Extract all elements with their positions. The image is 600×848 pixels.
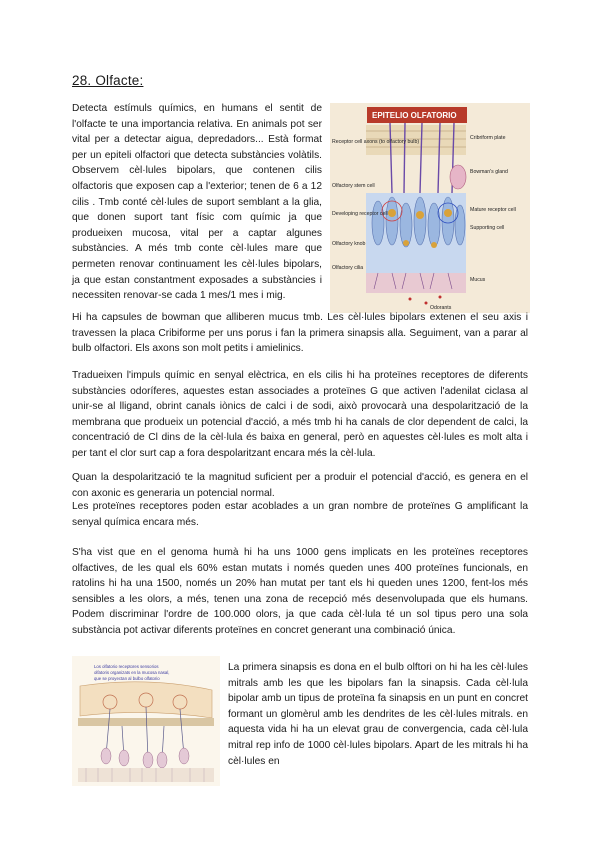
fig1-label-knob: Olfactory knob xyxy=(332,241,366,247)
fig1-label-odorants: Odorants xyxy=(430,305,452,311)
figure1-header: EPITELIO OLFATORIO xyxy=(372,111,457,120)
paragraph-intro: Detecta estímuls químics, en humans el sentit de l'olfacte te una importancia relativa. En animals pot ser vital per a detectar aigua, depredadors... Està format per un epiteli olfactori que detecta substàncies volàtils. Observem cèl·lules bipolars, que contenen cilis olfactoris que exposen cap a l'exterior; tenen de 6 a 12 cilis . Tmb conté cèl·lules de suport semblant a la glia, que donen suport tant físic com químic ja que produeixen mucosa, vital per a captar algunes substàncies. A més tmb conte cèl·lules mare que permeten renovar continuament les cèl·lules bipolars, ja que estan constantment exposades a substàncies i necessiten renovar-se cada 1 mes/1 mes i mig. xyxy=(72,103,322,302)
fig2-caption-3: que se proyectan al bulbo olfatorio xyxy=(94,676,160,681)
fig1-label-stem: Olfactory stem cell xyxy=(332,183,375,189)
fig1-label-developing: Developing receptor cell xyxy=(332,211,388,217)
fig1-label-supporting: Supporting cell xyxy=(470,225,505,231)
olfactory-bulb-figure xyxy=(72,656,220,786)
olfactory-epithelium-figure xyxy=(330,103,530,313)
paragraph-g-proteins: Les proteïnes receptores poden estar acoblades a un gran nombre de proteïnes G amplificant la senyal química encara més. xyxy=(72,501,528,528)
fig2-caption-1: Los olfatorio receptores sensorios xyxy=(94,664,159,669)
paragraph-transduction: Tradueixen l'impuls químic en senyal elèctrica, en els cilis hi ha proteïnes receptores de diferents substàncies odoríferes, aquestes estan associades a proteïnes G que activen l'adenilat ciclasa al unir-se al lligand, obrint canals iònics de calci i de sodi, això provocarà una despolarització de la membrana que produeix un potencial d'acció, a més tmb hi ha canals de clor dependent de calci, la concentració de Cl dins de la cèl·lula és baixa en general, però en aquestes cèl·lules es molt alta i per tant el clor surt cap a fora despolaritzant encara més la cèl·lula. xyxy=(72,370,528,459)
fig1-label-bowman: Bowman's gland xyxy=(470,169,508,175)
paragraph-genome: S'ha vist que en el genoma humà hi ha uns 1000 gens implicats en les proteïnes receptores olfactives, de les qual els 60% estan mutats i només queden unes 400 proteïnes funcionals, en ratolins hi ha una 1500, només un 20% han mutat per tant els hi queden unes 1200, fent-los més sensibles a les olors, a més, tenen una zona de recepció més desenvolupada que els humans. Podem discriminar l'ordre de 100.000 olors, ja que cada cèl·lula té un sol tipus pero una sola substància pot activar diferents proteïnes en concret generant una combinació única. xyxy=(72,547,528,636)
page-title: 28. Olfacte: xyxy=(72,73,144,88)
paragraph-bowman: Hi ha capsules de bowman que alliberen mucus tmb. Les cèl·lules bipolars extenen el seu axis i travessen la placa Cribiforme per uns porus i fan la primera sinapsis alla. Seguiment, van a parar al bulb olfactori. Els axons son molt petits i amielinics. xyxy=(72,312,528,355)
fig1-label-axons: Receptor cell axons (to olfactory bulb) xyxy=(332,139,420,145)
paragraph-synapse: La primera sinapsis es dona en el bulb olftori on hi ha les cèl·lules mitrals amb les que les bipolars fan la sinapsis. Cada cèl·lula bipolar amb un tipus de proteïna fa sinapsis en un punt en concret formant un glomèrul amb les dendrites de les cèl·lules mitrals. en aquesta vida hi ha un elevat grau de convergencia, cada cèl·lula mitral rep info de 1000 cèl·lules bipolars. Apart de les mitrals hi ha cèl·lules en xyxy=(228,662,528,767)
paragraph-depolarization: Quan la despolarització te la magnitud suficient per a produir el potencial d'acció, es genera en el con axonic es generaria un potencial normal. xyxy=(72,472,528,499)
fig1-label-cribriform: Cribriform plate xyxy=(470,135,506,141)
fig1-label-cilia: Olfactory cilia xyxy=(332,265,364,271)
fig2-caption-2: olfatoris organizats en la mucosa nasal, xyxy=(94,670,170,675)
fig1-label-mucus: Mucus xyxy=(470,277,486,283)
fig1-label-mature: Mature receptor cell xyxy=(470,207,516,213)
